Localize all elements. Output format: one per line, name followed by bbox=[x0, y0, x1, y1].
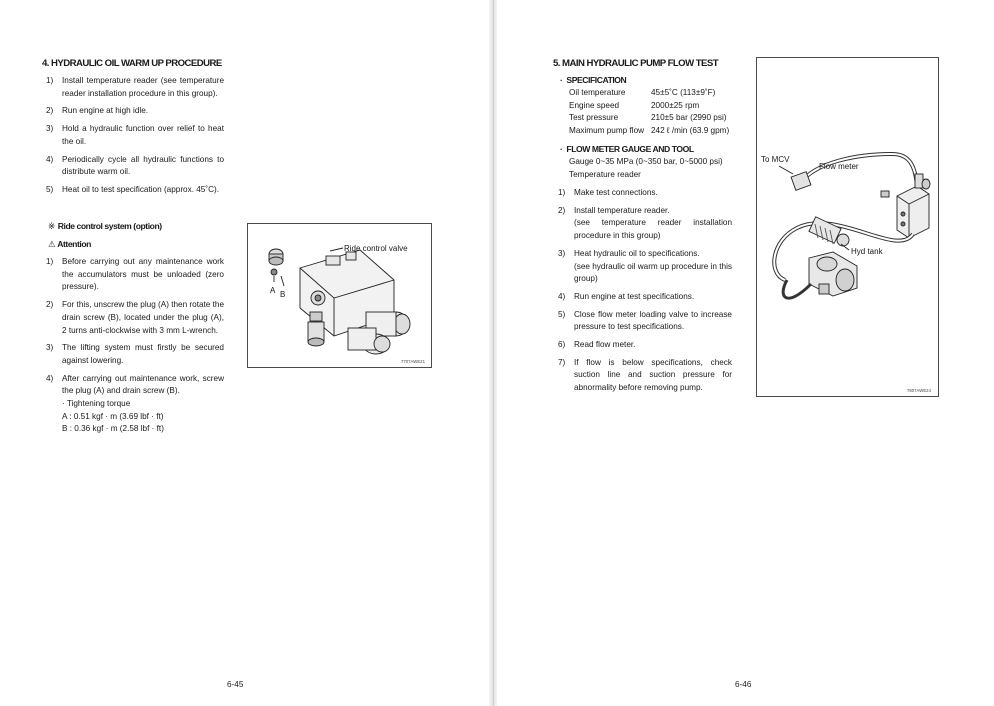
step-number: 5) bbox=[46, 184, 54, 194]
list-item bbox=[46, 256, 224, 294]
section-title-warm-up: 4. HYDRAULIC OIL WARM UP PROCEDURE bbox=[42, 58, 222, 69]
step-text: If flow is below specifications, check suction line and suction pressure for abnormality before removing pump. bbox=[574, 357, 732, 393]
list-item bbox=[558, 205, 732, 243]
step-text: Close flow meter loading valve to increase pressure to test specifications. bbox=[574, 309, 732, 332]
list-item bbox=[558, 248, 732, 286]
spec-value: 45±5˚C (113±9˚F) bbox=[651, 88, 716, 97]
step-text: Install temperature reader (see temperature reader installation procedure in this group). bbox=[62, 76, 224, 98]
list-item bbox=[558, 309, 732, 334]
ride-control-steps bbox=[46, 256, 224, 436]
step-text: Run engine at high idle. bbox=[62, 106, 149, 116]
step-number: 2) bbox=[558, 205, 566, 215]
specification-title: SPECIFICATION bbox=[566, 75, 627, 85]
list-item bbox=[46, 105, 224, 118]
figure-code: 7707AWE21 bbox=[401, 359, 425, 364]
step-number: 2) bbox=[46, 300, 54, 310]
ride-control-valve-label: Ride control valve bbox=[344, 244, 408, 253]
spec-key: Engine speed bbox=[569, 100, 620, 110]
page-number-left: 6-45 bbox=[227, 680, 244, 689]
warm-up-steps bbox=[46, 75, 224, 202]
step-text: For this, unscrew the plug (A) then rotate the drain screw (B), located under the plug (A), 2 turns anti-clockwise with 3 mm L-wrench. bbox=[62, 300, 225, 335]
step-number: 4) bbox=[558, 291, 566, 301]
section-title-pump-flow: 5. MAIN HYDRAULIC PUMP FLOW TEST bbox=[553, 58, 719, 69]
attention-heading bbox=[48, 238, 91, 251]
ride-control-valve-figure bbox=[247, 223, 432, 368]
flow-test-figure bbox=[756, 57, 939, 397]
list-item bbox=[558, 187, 732, 200]
list-item bbox=[46, 123, 224, 148]
spec-value: 2000±25 rpm bbox=[651, 100, 700, 110]
step-text: Heat hydraulic oil to specifications. bbox=[574, 248, 700, 258]
step-text: Hold a hydraulic function over relief to heat the oil. bbox=[62, 124, 224, 146]
torque-title: · Tightening torque bbox=[62, 399, 131, 409]
step-text: Install temperature reader. bbox=[574, 205, 670, 215]
spec-row bbox=[569, 100, 739, 113]
spec-value: 242 ℓ /min (63.9 gpm) bbox=[651, 126, 730, 136]
step-text: Make test connections. bbox=[574, 188, 658, 197]
step-text: Periodically cycle all hydraulic functions to distribute warm oil. bbox=[62, 154, 224, 177]
step-number: 3) bbox=[46, 343, 54, 353]
spec-key: Oil temperature bbox=[569, 88, 626, 97]
list-item bbox=[558, 357, 732, 395]
step-number: 6) bbox=[558, 340, 566, 350]
list-item bbox=[46, 75, 224, 100]
flow-meter-title: FLOW METER GAUGE AND TOOL bbox=[566, 144, 694, 154]
step-number: 7) bbox=[558, 357, 566, 367]
gauge-lines bbox=[569, 156, 739, 181]
step-text: Before carrying out any maintenance work the accumulators must be unloaded (zero pressure). bbox=[62, 257, 224, 292]
spec-key: Test pressure bbox=[569, 113, 619, 123]
torque-value-a: A : 0.51 kgf · m (3.69 lbf · ft) bbox=[62, 411, 164, 421]
drain-screw-b-label: B bbox=[280, 290, 286, 299]
list-item bbox=[46, 342, 224, 367]
warning-icon: ⚠ bbox=[48, 239, 56, 249]
spec-row bbox=[569, 87, 739, 100]
ride-control-title-text: Ride control system (option) bbox=[57, 221, 162, 231]
attention-text: Attention bbox=[57, 239, 91, 249]
list-item bbox=[46, 184, 224, 197]
step-number: 1) bbox=[46, 257, 54, 266]
list-item bbox=[46, 373, 224, 437]
flow-meter-heading bbox=[560, 143, 694, 156]
step-subtext: (see temperature reader installation procedure in this group) bbox=[574, 218, 732, 241]
hyd-tank-label: Hyd tank bbox=[851, 247, 883, 256]
note-mark: ※ bbox=[48, 221, 55, 231]
ride-control-title bbox=[48, 220, 162, 233]
list-item bbox=[558, 339, 732, 352]
pump-flow-steps bbox=[558, 187, 732, 400]
step-number: 1) bbox=[558, 188, 566, 197]
step-subtext: (see hydraulic oil warm up procedure in this group) bbox=[574, 261, 732, 284]
step-number: 4) bbox=[46, 373, 54, 383]
spec-value: 210±5 bar (2990 psi) bbox=[651, 113, 727, 123]
list-item bbox=[558, 291, 732, 304]
gauge-line: Gauge 0~35 MPa (0~350 bar, 0~5000 psi) bbox=[569, 157, 723, 166]
page-right bbox=[497, 0, 994, 706]
list-item bbox=[46, 154, 224, 179]
step-text: Run engine at test specifications. bbox=[574, 291, 695, 301]
step-text: The lifting system must firstly be secured against lowering. bbox=[62, 343, 224, 365]
flow-meter-label: Flow meter bbox=[819, 162, 859, 171]
spec-key: Maximum pump flow bbox=[569, 126, 645, 136]
step-text: Heat oil to test specification (approx. 45˚C). bbox=[62, 184, 219, 194]
spec-row bbox=[569, 112, 739, 125]
to-mcv-label: To MCV bbox=[761, 155, 790, 164]
page-number-right: 6-46 bbox=[735, 680, 752, 689]
step-number: 5) bbox=[558, 309, 566, 319]
spec-row bbox=[569, 125, 739, 138]
bullet: · bbox=[560, 75, 563, 85]
step-number: 3) bbox=[558, 248, 566, 258]
step-number: 2) bbox=[46, 106, 54, 116]
step-text: After carrying out maintenance work, screw the plug (A) and drain screw (B). bbox=[62, 373, 224, 396]
specification-heading bbox=[560, 74, 626, 87]
figure-code: 7807AWE24 bbox=[907, 388, 931, 393]
step-number: 3) bbox=[46, 124, 54, 134]
flow-test-drawing bbox=[757, 58, 938, 396]
bullet: · bbox=[560, 144, 563, 154]
gauge-line: Temperature reader bbox=[569, 169, 641, 179]
step-text: Read flow meter. bbox=[574, 340, 636, 350]
torque-value-b: B : 0.36 kgf · m (2.58 lbf · ft) bbox=[62, 424, 164, 434]
step-number: 4) bbox=[46, 154, 54, 164]
step-number: 1) bbox=[46, 76, 54, 85]
plug-a-label: A bbox=[270, 286, 276, 295]
spec-table bbox=[569, 87, 739, 138]
list-item bbox=[46, 299, 224, 337]
